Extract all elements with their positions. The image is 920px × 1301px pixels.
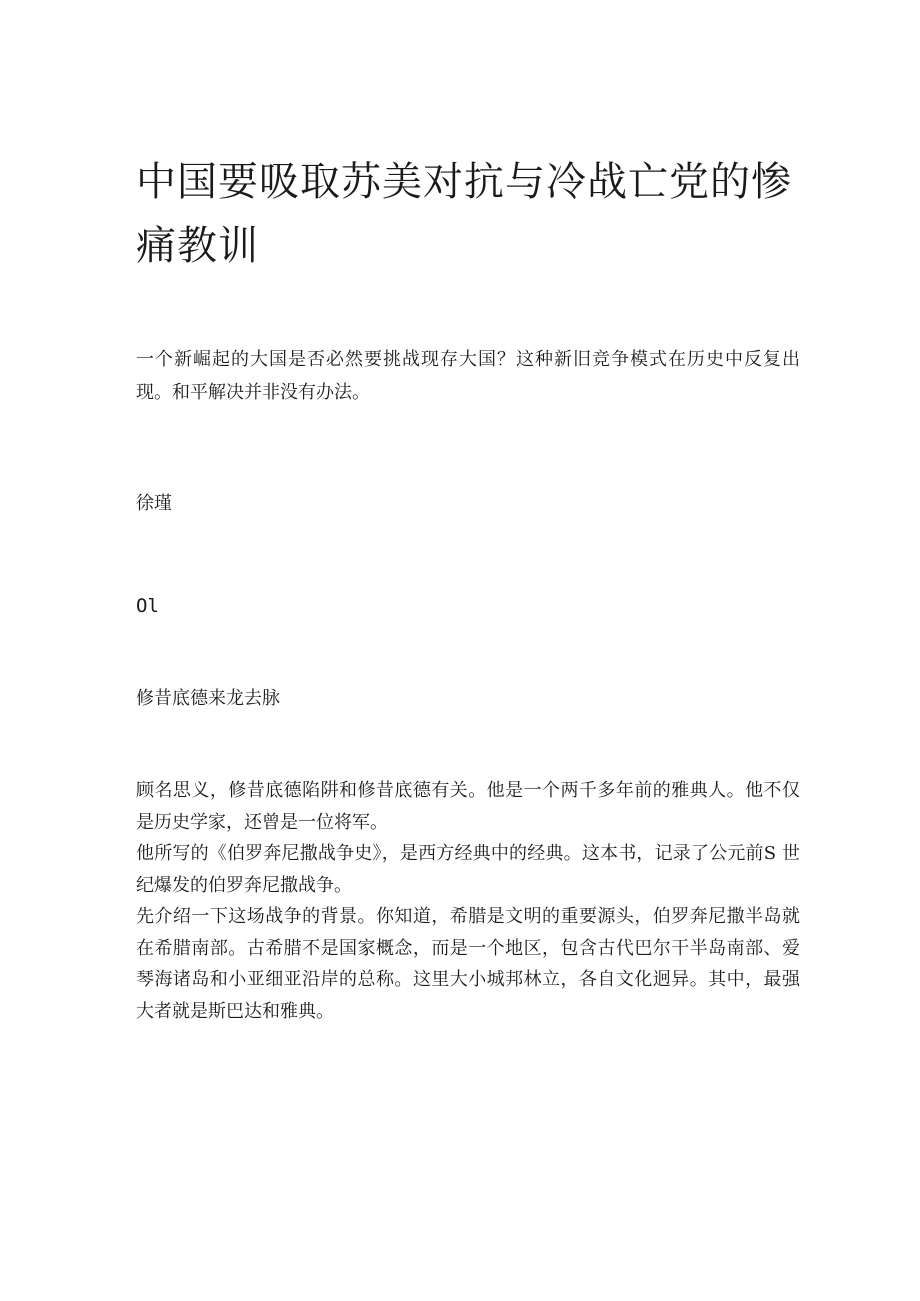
body-paragraph: 先介绍一下这场战争的背景。你知道，希腊是文明的重要源头，伯罗奔尼撒半岛就在希腊南部。古希腊不是国家概念，而是一个地区，包含古代巴尔干半岛南部、爱琴海诸岛和小亚细亚沿岸的总称。这里大小城邦林立，各自文化迥异。其中，最强大者就是斯巴达和雅典。	[136, 906, 800, 1022]
lead-paragraph: 一个新崛起的大国是否必然要挑战现存大国？这种新旧竞争模式在历史中反复出现。和平解决并非没有办法。	[136, 349, 800, 403]
body-paragraph: 顾名思义，修昔底德陷阱和修昔底德有关。他是一个两千多年前的雅典人。他不仅是历史学家，还曾是一位将军。	[136, 780, 800, 833]
section-number: Ol	[136, 595, 159, 617]
document-title: 中国要吸取苏美对抗与冷战亡党的惨痛教训	[136, 159, 792, 269]
section-title: 修昔底德来龙去脉	[136, 688, 280, 709]
body-text	[136, 775, 800, 1027]
author-name: 徐瑾	[136, 493, 172, 514]
body-paragraph: 他所写的《伯罗奔尼撒战争史》，是西方经典中的经典。这本书，记录了公元前S 世纪爆发的伯罗奔尼撒战争。	[136, 843, 800, 896]
